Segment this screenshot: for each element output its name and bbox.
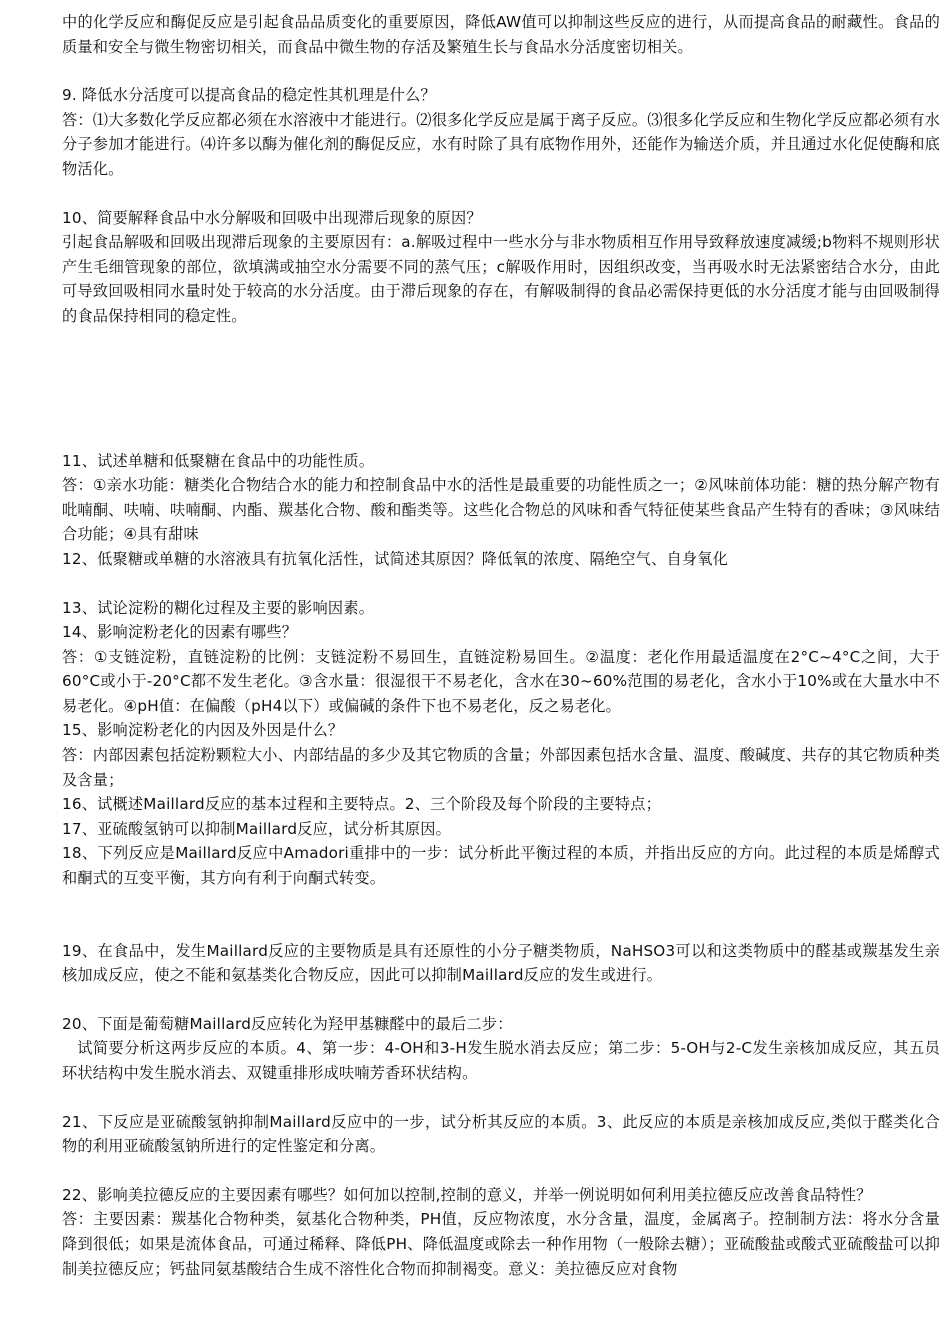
document-page (62, 10, 940, 1281)
question-12: 12、低聚糖或单糖的水溶液具有抗氧化活性，试简述其原因？降低氧的浓度、隔绝空气、自身氧化 (62, 549, 729, 568)
question-18: 18、下列反应是Maillard反应中Amadori重排中的一步：试分析此平衡过程的本质，并指出反应的方向。此过程的本质是烯醇式和酮式的互变平衡，其方向有利于向酮式转变。 (62, 844, 940, 888)
question-14: 14、影响淀粉老化的因素有哪些？ (62, 623, 298, 642)
question-10: 10、简要解释食品中水分解吸和回吸中出现滞后现象的原因？ (62, 208, 482, 227)
question-13: 13、试论淀粉的糊化过程及主要的影响因素。 (62, 598, 375, 617)
answer-9: 答：⑴大多数化学反应都必须在水溶液中才能进行。⑵很多化学反应是属于离子反应。⑶很多化学反应和生物化学反应都必须有水分子参加才能进行。⑷许多以酶为催化剂的酶促反应，水有时除了具有底物作用外，还能作为输送介质，并且通过水化促使酶和底物活化。 (62, 110, 940, 178)
question-11: 11、试述单糖和低聚糖在食品中的功能性质。 (62, 451, 375, 470)
question-19: 19、在食品中，发生Maillard反应的主要物质是具有还原性的小分子糖类物质，NaHSO3可以和这类物质中的醛基或羰基发生亲核加成反应，使之不能和氨基类化合物反应，因此可以抑制Maillard反应的发生或进行。 (62, 941, 940, 985)
paragraph-aw-intro: 中的化学反应和酶促反应是引起食品品质变化的重要原因，降低AW值可以抑制这些反应的进行，从而提高食品的耐藏性。食品的质量和安全与微生物密切相关，而食品中微生物的存活及繁殖生长与食品水分活度密切相关。 (62, 13, 940, 56)
answer-20: 试简要分析这两步反应的本质。4、第一步：4-OH和3-H发生脱水消去反应；第二步：5-OH与2-C发生亲核加成反应，其五员环状结构中发生脱水消去、双键重排形成呋喃芳香环状结构。 (62, 1039, 940, 1082)
question-9: 9. 降低水分活度可以提高食品的稳定性其机理是什么？ (62, 86, 436, 105)
answer-10: 引起食品解吸和回吸出现滞后现象的主要原因有：a.解吸过程中一些水分与非水物质相互作用导致释放速度减缓;b物料不规则形状产生毛细管现象的部位，欲填满或抽空水分需要不同的蒸气压；c解吸作用时，因组织改变，当再吸水时无法紧密结合水分，由此可导致回吸相同水量时处于较高的水分活度。由于滞后现象的存在，有解吸制得的食品必需保持更低的水分活度才能与由回吸制得的食品保持相同的稳定性。 (62, 233, 940, 325)
answer-11: 答：①亲水功能：糖类化合物结合水的能力和控制食品中水的活性是最重要的功能性质之一；②风味前体功能：糖的热分解产物有吡喃酮、呋喃、呋喃酮、内酯、羰基化合物、酸和酯类等。这些化合物总的风味和香气特征使某些食品产生特有的香味；③风味结合功能；④具有甜味 (62, 476, 940, 544)
answer-14: 答：①支链淀粉，直链淀粉的比例：支链淀粉不易回生，直链淀粉易回生。②温度：老化作用最适温度在2°C~4°C之间，大于60°C或小于-20°C都不发生老化。③含水量：很湿很干不易老化，含水在30~60%范围的易老化，含水小于10%或在大量水中不易老化。④pH值：在偏酸（pH4以下）或偏碱的条件下也不易老化，反之易老化。 (62, 647, 940, 715)
question-15: 15、影响淀粉老化的内因及外因是什么？ (62, 721, 344, 740)
question-17: 17、亚硫酸氢钠可以抑制Maillard反应，试分析其原因。 (62, 819, 452, 838)
question-20: 20、下面是葡萄糖Maillard反应转化为羟甲基糠醛中的最后二步： (62, 1014, 513, 1033)
answer-15: 答：内部因素包括淀粉颗粒大小、内部结晶的多少及其它物质的含量；外部因素包括水含量、温度、酸碱度、共存的其它物质种类及含量； (62, 746, 940, 789)
question-22: 22、影响美拉德反应的主要因素有哪些？如何加以控制,控制的意义，并举一例说明如何利用美拉德反应改善食品特性？ (62, 1185, 872, 1204)
answer-22: 答：主要因素：羰基化合物种类，氨基化合物种类，PH值，反应物浓度，水分含量，温度，金属离子。控制制方法：将水分含量降到很低；如果是流体食品，可通过稀释、降低PH、降低温度或除去一种作用物（一般除去糖）；亚硫酸盐或酸式亚硫酸盐可以抑制美拉德反应；钙盐同氨基酸结合生成不溶性化合物而抑制褐变。意义：美拉德反应对食物 (62, 1210, 940, 1278)
question-16: 16、试概述Maillard反应的基本过程和主要特点。2、三个阶段及每个阶段的主要特点； (62, 795, 661, 814)
question-21: 21、下反应是亚硫酸氢钠抑制Maillard反应中的一步，试分析其反应的本质。3、此反应的本质是亲核加成反应,类似于醛类化合物的利用亚硫酸氢钠所进行的定性鉴定和分离。 (62, 1112, 940, 1156)
